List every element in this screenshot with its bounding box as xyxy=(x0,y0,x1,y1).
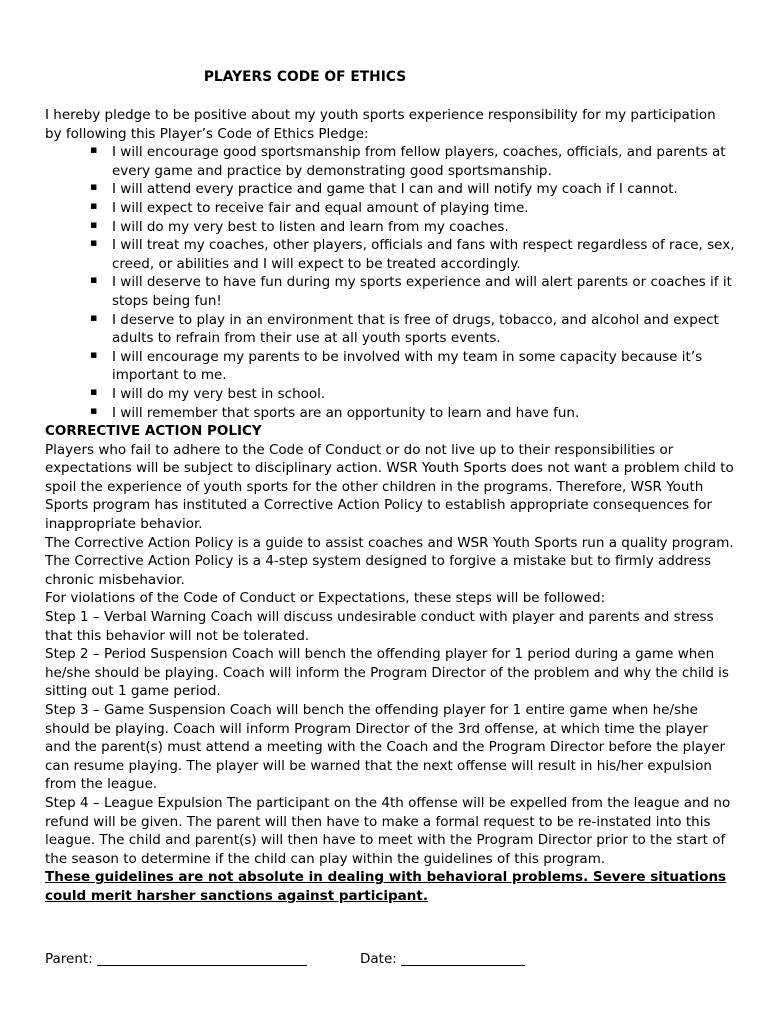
policy-warning: These guidelines are not absolute in dealing with behavioral problems. Severe situations could merit harsher sanctions against participant. xyxy=(45,869,727,904)
bullet-icon: ▪ xyxy=(90,403,98,417)
list-item: ▪ I deserve to play in an environment that is free of drugs, tobacco, and alcohol and expect adults to refrain from their use at all youth sports events. xyxy=(90,310,719,347)
parent-signature-line[interactable] xyxy=(97,950,307,966)
bullet-icon: ▪ xyxy=(90,143,98,157)
list-item: ▪ I will treat my coaches, other players, officials and fans with respect regardless of race, sex, creed, or abilities and I will expect to be treated accordingly. xyxy=(90,236,735,272)
bullet-icon: ▪ xyxy=(90,198,98,212)
date-signature-line[interactable] xyxy=(401,950,525,966)
bullet-icon: ▪ xyxy=(90,217,98,231)
policy-step-1: Step 1 – Verbal Warning Coach will discuss undesirable conduct with player and parents and stress that this behavior will not be tolerated. xyxy=(45,609,714,644)
bullet-icon: ▪ xyxy=(90,384,98,398)
list-item: ▪ I will do my very best to listen and learn from my coaches. xyxy=(90,217,509,235)
date-label: Date: xyxy=(360,951,397,967)
policy-step-2: Step 2 – Period Suspension Coach will bench the offending player for 1 period during a game when he/she should be playing. Coach will inform the Program Director of the problem and why the child is sitting out 1 game period. xyxy=(45,646,729,700)
list-item: ▪ I will remember that sports are an opportunity to learn and have fun. xyxy=(90,403,580,421)
policy-paragraph: The Corrective Action Policy is a guide to assist coaches and WSR Youth Sports run a quality program. The Corrective Action Policy is a 4-step system designed to forgive a mistake but to firmly address chronic misbehavior. xyxy=(45,534,734,588)
parent-label: Parent: xyxy=(45,951,93,967)
pledge-list xyxy=(45,143,735,422)
bullet-icon: ▪ xyxy=(90,310,98,324)
list-item: ▪ I will attend every practice and game that I can and will notify my coach if I cannot. xyxy=(90,180,678,198)
date-signature xyxy=(360,950,525,969)
list-item: ▪ I will encourage my parents to be involved with my team in some capacity because it’s important to me. xyxy=(90,347,703,384)
signature-row xyxy=(45,950,735,969)
parent-signature xyxy=(45,950,360,969)
bullet-icon: ▪ xyxy=(90,273,98,287)
list-item: ▪ I will encourage good sportsmanship from fellow players, coaches, officials, and parents at every game and practice by demonstrating good sportsmanship. xyxy=(90,143,726,179)
bullet-icon: ▪ xyxy=(90,236,98,250)
document-body xyxy=(45,106,735,906)
document-title: PLAYERS CODE OF ETHICS xyxy=(203,69,407,85)
bullet-icon: ▪ xyxy=(90,347,98,361)
policy-step-4: Step 4 – League Expulsion The participant on the 4th offense will be expelled from the league and no refund will be given. The parent will then have to make a formal request to be re-instated into this league. The child and parent(s) will then have to meet with the Program Director prior to the start of the season to determine if the child can play within the guidelines of this program. xyxy=(45,794,731,867)
list-item: ▪ I will do my very best in school. xyxy=(90,384,326,402)
policy-heading: CORRECTIVE ACTION POLICY xyxy=(45,423,262,440)
policy-paragraph: For violations of the Code of Conduct or Expectations, these steps will be followed: xyxy=(45,590,606,607)
policy-paragraph: Players who fail to adhere to the Code of Conduct or do not live up to their responsibilities or expectations will be subject to disciplinary action. WSR Youth Sports does not want a problem child to spoil the experience of youth sports for the other children in the programs. Therefore, WSR Youth Sports program has instituted a Corrective Action Policy to establish appropriate consequences for inappropriate behavior. xyxy=(45,441,734,533)
pledge-intro: I hereby pledge to be positive about my youth sports experience responsibility for my participation by following this Player’s Code of Ethics Pledge: xyxy=(45,107,716,142)
bullet-icon: ▪ xyxy=(90,180,98,194)
policy-step-3: Step 3 – Game Suspension Coach will bench the offending player for 1 entire game when he/she should be playing. Coach will inform Program Director of the 3rd offense, at which time the player and the parent(s) must attend a meeting with the Coach and the Program Director before the player can resume playing. The player will be warned that the next offense will result in his/her expulsion from the league. xyxy=(45,702,726,793)
list-item: ▪ I will deserve to have fun during my sports experience and will alert parents or coaches if it stops being fun! xyxy=(90,273,732,309)
list-item: ▪ I will expect to receive fair and equal amount of playing time. xyxy=(90,198,529,216)
